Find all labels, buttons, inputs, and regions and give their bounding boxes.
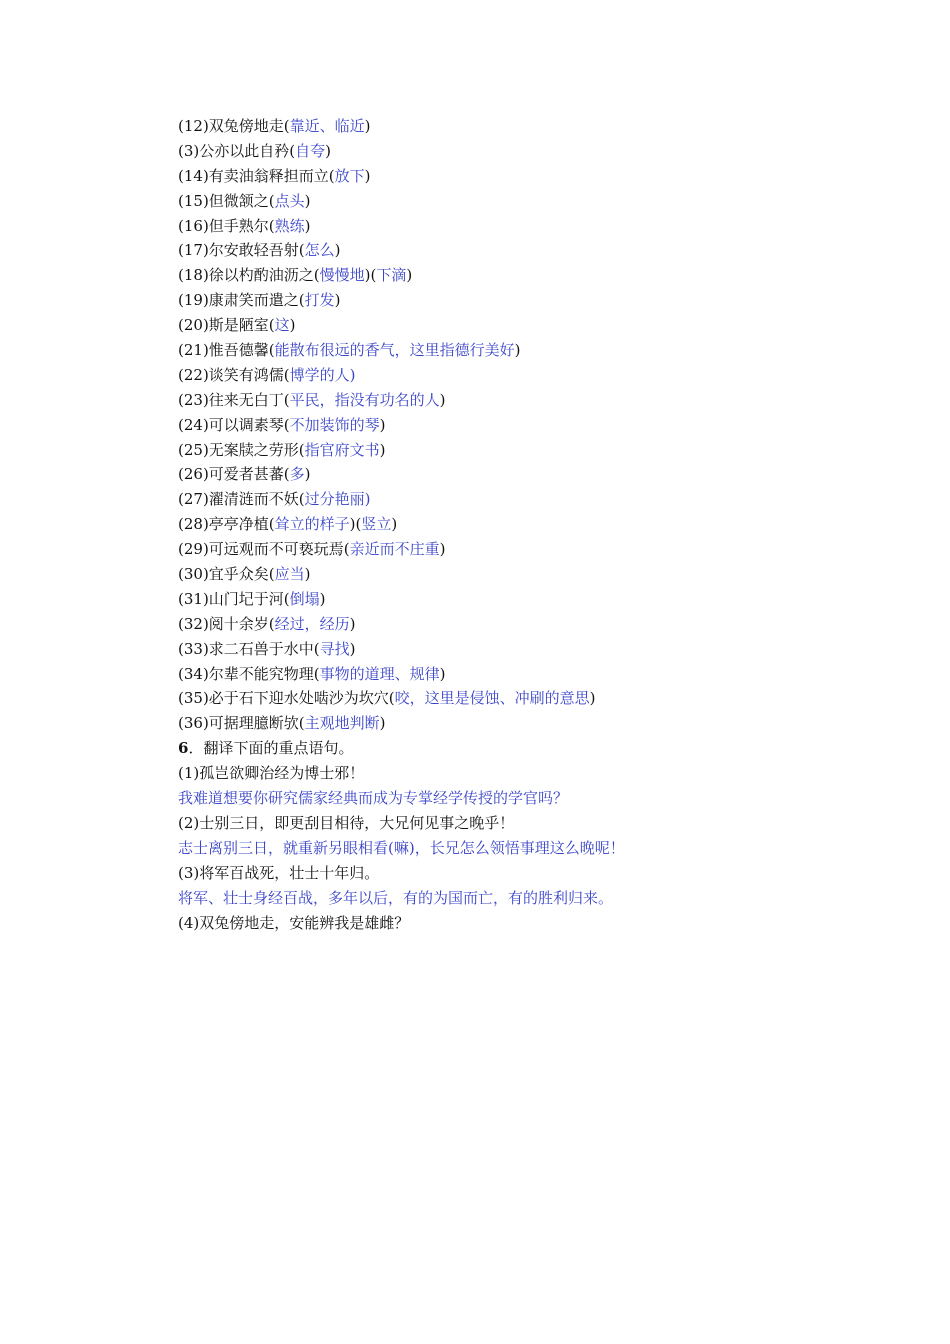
vocab-answer: 放下 bbox=[334, 166, 365, 185]
vocab-close-paren: ) bbox=[334, 291, 341, 310]
vocab-close-paren: ) bbox=[391, 515, 398, 534]
vocab-question: (22)谈笑有鸿儒( bbox=[178, 365, 290, 384]
vocab-answer: 点头 bbox=[274, 191, 305, 210]
vocab-item bbox=[178, 388, 878, 413]
vocab-question: (28)亭亭净植( bbox=[178, 515, 275, 534]
vocab-close-paren: ) bbox=[289, 316, 296, 335]
vocab-close-paren: ) bbox=[349, 614, 356, 633]
vocab-item bbox=[178, 462, 878, 487]
vocab-question: (21)惟吾德馨( bbox=[178, 341, 275, 360]
translation-answer: 志士离别三日，就重新另眼相看(嘛)，长兄怎么领悟事理这么晚呢！ bbox=[178, 838, 625, 857]
vocab-question: (33)求二石兽于水中( bbox=[178, 639, 320, 658]
vocab-answer: 平民，指没有功名的人 bbox=[289, 390, 440, 409]
vocab-answer: 咬，这里是侵蚀、冲刷的意思 bbox=[394, 689, 590, 708]
vocab-close-paren: ) bbox=[304, 465, 311, 484]
vocab-question: (25)无案牍之劳形( bbox=[178, 440, 305, 459]
vocab-answer: 过分艳丽) bbox=[304, 490, 371, 509]
vocab-answer: 自夸 bbox=[295, 141, 326, 160]
vocab-item bbox=[178, 338, 878, 363]
vocab-item bbox=[178, 512, 878, 537]
vocab-separator: )( bbox=[364, 266, 377, 285]
vocab-close-paren: ) bbox=[304, 565, 311, 584]
vocab-close-paren: ) bbox=[379, 415, 386, 434]
document-content bbox=[178, 114, 878, 935]
section-heading bbox=[178, 736, 878, 761]
vocab-question: (30)宜乎众矣( bbox=[178, 565, 275, 584]
vocab-close-paren: ) bbox=[589, 689, 596, 708]
vocab-answer: 能散布很远的香气，这里指德行美好 bbox=[274, 341, 515, 360]
vocab-item bbox=[178, 288, 878, 313]
vocab-item bbox=[178, 686, 878, 711]
vocab-close-paren: ) bbox=[364, 166, 371, 185]
translation-question: (1)孤岂欲卿治经为博士邪！ bbox=[178, 764, 365, 783]
vocab-answer: 寻找 bbox=[319, 639, 350, 658]
vocab-answer: 靠近、临近 bbox=[289, 117, 365, 135]
vocab-question: (14)有卖油翁释担而立( bbox=[178, 166, 335, 185]
vocab-close-paren: ) bbox=[325, 141, 331, 160]
vocab-answer: 事物的道理、规律 bbox=[319, 664, 440, 683]
vocab-answer: 不加装饰的琴 bbox=[289, 415, 380, 434]
vocab-close-paren: ) bbox=[439, 390, 446, 409]
vocab-close-paren: ) bbox=[304, 216, 311, 235]
vocab-question: (35)必于石下迎水处啮沙为坎穴( bbox=[178, 689, 395, 708]
vocab-close-paren: ) bbox=[406, 266, 413, 285]
vocab-close-paren: ) bbox=[304, 191, 311, 210]
vocab-question: (32)阅十余岁( bbox=[178, 614, 275, 633]
vocab-answer: 耸立的样子 bbox=[274, 515, 350, 534]
vocab-question: (19)康肃笑而遣之( bbox=[178, 291, 305, 310]
vocab-answer: 这 bbox=[274, 316, 290, 335]
vocab-answer: 熟练 bbox=[274, 216, 305, 235]
vocab-answer: 博学的人) bbox=[289, 365, 356, 384]
vocab-question: (36)可据理臆断欤( bbox=[178, 714, 305, 733]
vocab-answer: 怎么 bbox=[304, 241, 335, 260]
vocab-close-paren: ) bbox=[319, 589, 326, 608]
vocab-answer: 亲近而不庄重 bbox=[349, 540, 440, 559]
translation-question: (4)双兔傍地走，安能辨我是雄雌？ bbox=[178, 913, 410, 932]
vocab-item bbox=[178, 537, 878, 562]
vocab-answer: 应当 bbox=[274, 565, 305, 584]
vocab-question: (27)濯清涟而不妖( bbox=[178, 490, 305, 509]
vocab-answer: 多 bbox=[289, 465, 305, 484]
vocab-close-paren: ) bbox=[379, 714, 386, 733]
vocab-item bbox=[178, 238, 878, 263]
vocab-question: (18)徐以杓酌油沥之( bbox=[178, 266, 320, 285]
translation-answer: 将军、壮士身经百战，多年以后，有的为国而亡，有的胜利归来。 bbox=[178, 888, 614, 907]
vocab-answer-2: 竖立 bbox=[361, 515, 392, 534]
vocab-question: (12)双兔傍地走( bbox=[178, 117, 290, 135]
vocab-question: (17)尔安敢轻吾射( bbox=[178, 241, 305, 260]
vocab-question: (26)可爱者甚蕃( bbox=[178, 465, 290, 484]
vocab-item bbox=[178, 438, 878, 463]
vocab-item bbox=[178, 313, 878, 338]
vocab-close-paren: ) bbox=[514, 341, 521, 360]
vocab-item bbox=[178, 263, 878, 288]
vocab-answer-2: 下滴 bbox=[376, 266, 407, 285]
vocab-item bbox=[178, 711, 878, 736]
vocab-question: (16)但手熟尔( bbox=[178, 216, 275, 235]
vocab-item bbox=[178, 587, 878, 612]
vocab-item bbox=[178, 214, 878, 239]
vocab-item bbox=[178, 662, 878, 687]
vocab-separator: )( bbox=[349, 515, 362, 534]
vocab-answer: 主观地判断 bbox=[304, 714, 380, 733]
vocab-item bbox=[178, 637, 878, 662]
vocab-item bbox=[178, 487, 878, 512]
vocab-answer: 指官府文书 bbox=[304, 440, 380, 459]
vocab-item bbox=[178, 164, 878, 189]
vocab-close-paren: ) bbox=[439, 540, 446, 559]
vocab-item bbox=[178, 562, 878, 587]
vocab-question: (29)可远观而不可亵玩焉( bbox=[178, 540, 350, 559]
translation-question: (2)士别三日，即更刮目相待，大兄何见事之晚乎！ bbox=[178, 813, 515, 832]
vocab-answer: 慢慢地 bbox=[319, 266, 365, 285]
translation-question: (3)将军百战死，壮士十年归。 bbox=[178, 863, 380, 882]
vocab-close-paren: ) bbox=[439, 664, 446, 683]
vocab-question: (3)公亦以此自矜( bbox=[178, 141, 296, 160]
vocab-item bbox=[178, 363, 878, 388]
section-number: 6 bbox=[178, 739, 189, 758]
vocab-item bbox=[178, 139, 878, 164]
vocab-answer: 经过，经历 bbox=[274, 614, 350, 633]
vocab-question: (24)可以调素琴( bbox=[178, 415, 290, 434]
translation-answer: 我难道想要你研究儒家经典而成为专掌经学传授的学官吗？ bbox=[178, 789, 569, 808]
vocab-question: (15)但微颔之( bbox=[178, 191, 275, 210]
vocab-close-paren: ) bbox=[364, 117, 371, 135]
vocab-close-paren: ) bbox=[349, 639, 356, 658]
vocab-question: (23)往来无白丁( bbox=[178, 390, 290, 409]
vocab-answer: 倒塌 bbox=[289, 589, 320, 608]
vocab-question: (31)山门圮于河( bbox=[178, 589, 290, 608]
vocab-close-paren: ) bbox=[334, 241, 341, 260]
vocab-answer: 打发 bbox=[304, 291, 335, 310]
vocab-item bbox=[178, 114, 878, 139]
vocab-item bbox=[178, 612, 878, 637]
vocab-question: (34)尔辈不能究物理( bbox=[178, 664, 320, 683]
vocab-question: (20)斯是陋室( bbox=[178, 316, 275, 335]
vocab-item bbox=[178, 413, 878, 438]
section-title: ．翻译下面的重点语句。 bbox=[188, 739, 354, 758]
vocab-item bbox=[178, 189, 878, 214]
vocab-close-paren: ) bbox=[379, 440, 386, 459]
